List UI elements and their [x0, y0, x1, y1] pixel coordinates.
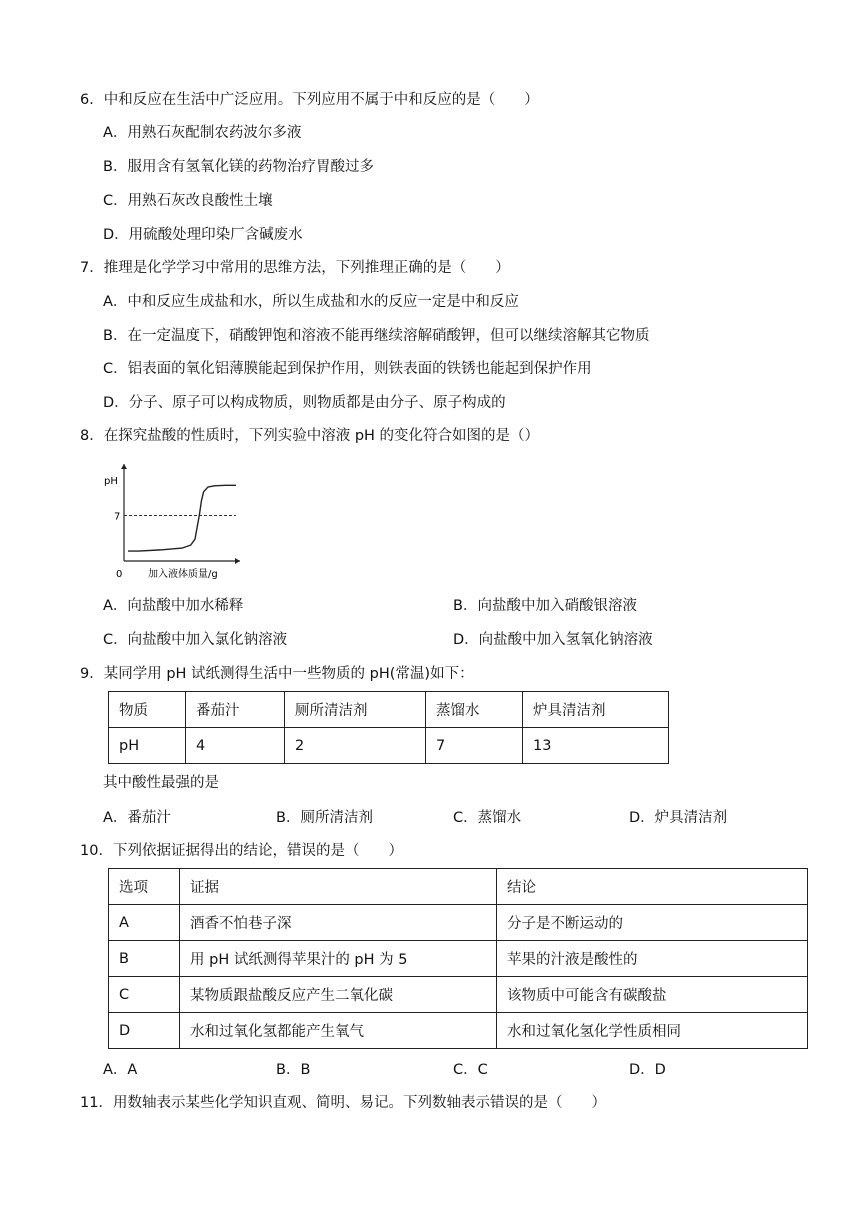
question-9-option-b[interactable]: B．厕所清洁剂 — [276, 810, 373, 826]
evidence-table — [108, 868, 808, 1049]
question-6-option-d[interactable]: D．用硫酸处理印染厂含碱废水 — [103, 227, 303, 243]
table-cell: C — [109, 977, 180, 1013]
ph-curve-chart — [100, 458, 250, 583]
question-8-option-c[interactable]: C．向盐酸中加入氯化钠溶液 — [103, 632, 288, 648]
table-cell: 用 pH 试纸测得苹果汁的 pH 为 5 — [180, 941, 497, 977]
table-header-cell: 厕所清洁剂 — [285, 692, 426, 728]
ph-curve-series-0 — [128, 485, 236, 551]
table-header-cell: 选项 — [109, 869, 180, 905]
table-cell: 13 — [523, 728, 669, 764]
table-cell: 该物质中可能含有碳酸盐 — [497, 977, 808, 1013]
question-9-stem: 9．某同学用 pH 试纸测得生活中一些物质的 pH(常温)如下： — [80, 666, 474, 682]
question-7-option-d[interactable]: D．分子、原子可以构成物质，则物质都是由分子、原子构成的 — [103, 395, 506, 411]
reference-tick-label: 7 — [114, 511, 121, 523]
table-row — [109, 869, 808, 905]
question-9-option-c[interactable]: C．蒸馏水 — [453, 810, 522, 826]
table-row — [109, 728, 669, 764]
question-9-option-d[interactable]: D．炉具清洁剂 — [629, 810, 728, 826]
table-cell: A — [109, 905, 180, 941]
question-10-stem: 10．下列依据证据得出的结论，错误的是（ ） — [80, 843, 403, 859]
question-9-followup: 其中酸性最强的是 — [103, 775, 219, 791]
question-7-option-a[interactable]: A．中和反应生成盐和水，所以生成盐和水的反应一定是中和反应 — [103, 294, 519, 310]
table-row — [109, 692, 669, 728]
question-6-stem: 6．中和反应在生活中广泛应用。下列应用不属于中和反应的是（ ） — [80, 92, 539, 108]
table-cell: B — [109, 941, 180, 977]
table-cell: pH — [109, 728, 186, 764]
table-header-cell: 结论 — [497, 869, 808, 905]
table-cell: 某物质跟盐酸反应产生二氧化碳 — [180, 977, 497, 1013]
table-row — [109, 977, 808, 1013]
table-header-cell: 番茄汁 — [186, 692, 285, 728]
y-axis-label: pH — [104, 476, 118, 487]
table-row — [109, 905, 808, 941]
table-row — [109, 1013, 808, 1049]
question-7-stem: 7．推理是化学学习中常用的思维方法，下列推理正确的是（ ） — [80, 260, 510, 276]
question-6-option-c[interactable]: C．用熟石灰改良酸性土壤 — [103, 193, 273, 209]
question-10-option-a[interactable]: A．A — [103, 1062, 138, 1078]
question-9-option-a[interactable]: A．番茄汁 — [103, 810, 171, 826]
table-cell: 7 — [426, 728, 523, 764]
table-cell: 水和过氧化氢都能产生氧气 — [180, 1013, 497, 1049]
question-6-option-a[interactable]: A．用熟石灰配制农药波尔多液 — [103, 125, 302, 141]
question-8-option-a[interactable]: A．向盐酸中加水稀释 — [103, 598, 244, 614]
table-header-cell: 物质 — [109, 692, 186, 728]
question-7-option-b[interactable]: B．在一定温度下，硝酸钾饱和溶液不能再继续溶解硝酸钾，但可以继续溶解其它物质 — [103, 328, 650, 344]
ph-table — [108, 691, 669, 764]
origin-label: 0 — [116, 569, 123, 580]
chart-axes — [121, 464, 240, 564]
table-cell: 苹果的汁液是酸性的 — [497, 941, 808, 977]
question-8-option-d[interactable]: D．向盐酸中加入氢氧化钠溶液 — [453, 632, 653, 648]
x-axis-label: 加入液体质量/g — [148, 569, 218, 580]
chart-labels — [104, 476, 218, 580]
table-header-cell: 蒸馏水 — [426, 692, 523, 728]
question-11-stem: 11．用数轴表示某些化学知识直观、简明、易记。下列数轴表示错误的是（ ） — [80, 1095, 606, 1111]
table-cell: D — [109, 1013, 180, 1049]
table-header-cell: 炉具清洁剂 — [523, 692, 669, 728]
question-10-option-b[interactable]: B．B — [276, 1062, 311, 1078]
question-8-stem: 8．在探究盐酸的性质时，下列实验中溶液 pH 的变化符合如图的是（） — [80, 428, 540, 444]
question-10-option-d[interactable]: D．D — [629, 1062, 666, 1078]
table-header-cell: 证据 — [180, 869, 497, 905]
table-cell: 分子是不断运动的 — [497, 905, 808, 941]
question-8-option-b[interactable]: B．向盐酸中加入硝酸银溶液 — [453, 598, 637, 614]
question-10-option-c[interactable]: C．C — [453, 1062, 488, 1078]
table-cell: 酒香不怕巷子深 — [180, 905, 497, 941]
y-axis-arrow — [121, 464, 127, 469]
question-7-option-c[interactable]: C．铝表面的氧化铝薄膜能起到保护作用，则铁表面的铁锈也能起到保护作用 — [103, 361, 592, 377]
chart-lines — [124, 485, 236, 551]
table-cell: 水和过氧化氢化学性质相同 — [497, 1013, 808, 1049]
question-6-option-b[interactable]: B．服用含有氢氧化镁的药物治疗胃酸过多 — [103, 159, 374, 175]
table-cell: 4 — [186, 728, 285, 764]
table-cell: 2 — [285, 728, 426, 764]
table-row — [109, 941, 808, 977]
x-axis-arrow — [235, 558, 240, 564]
